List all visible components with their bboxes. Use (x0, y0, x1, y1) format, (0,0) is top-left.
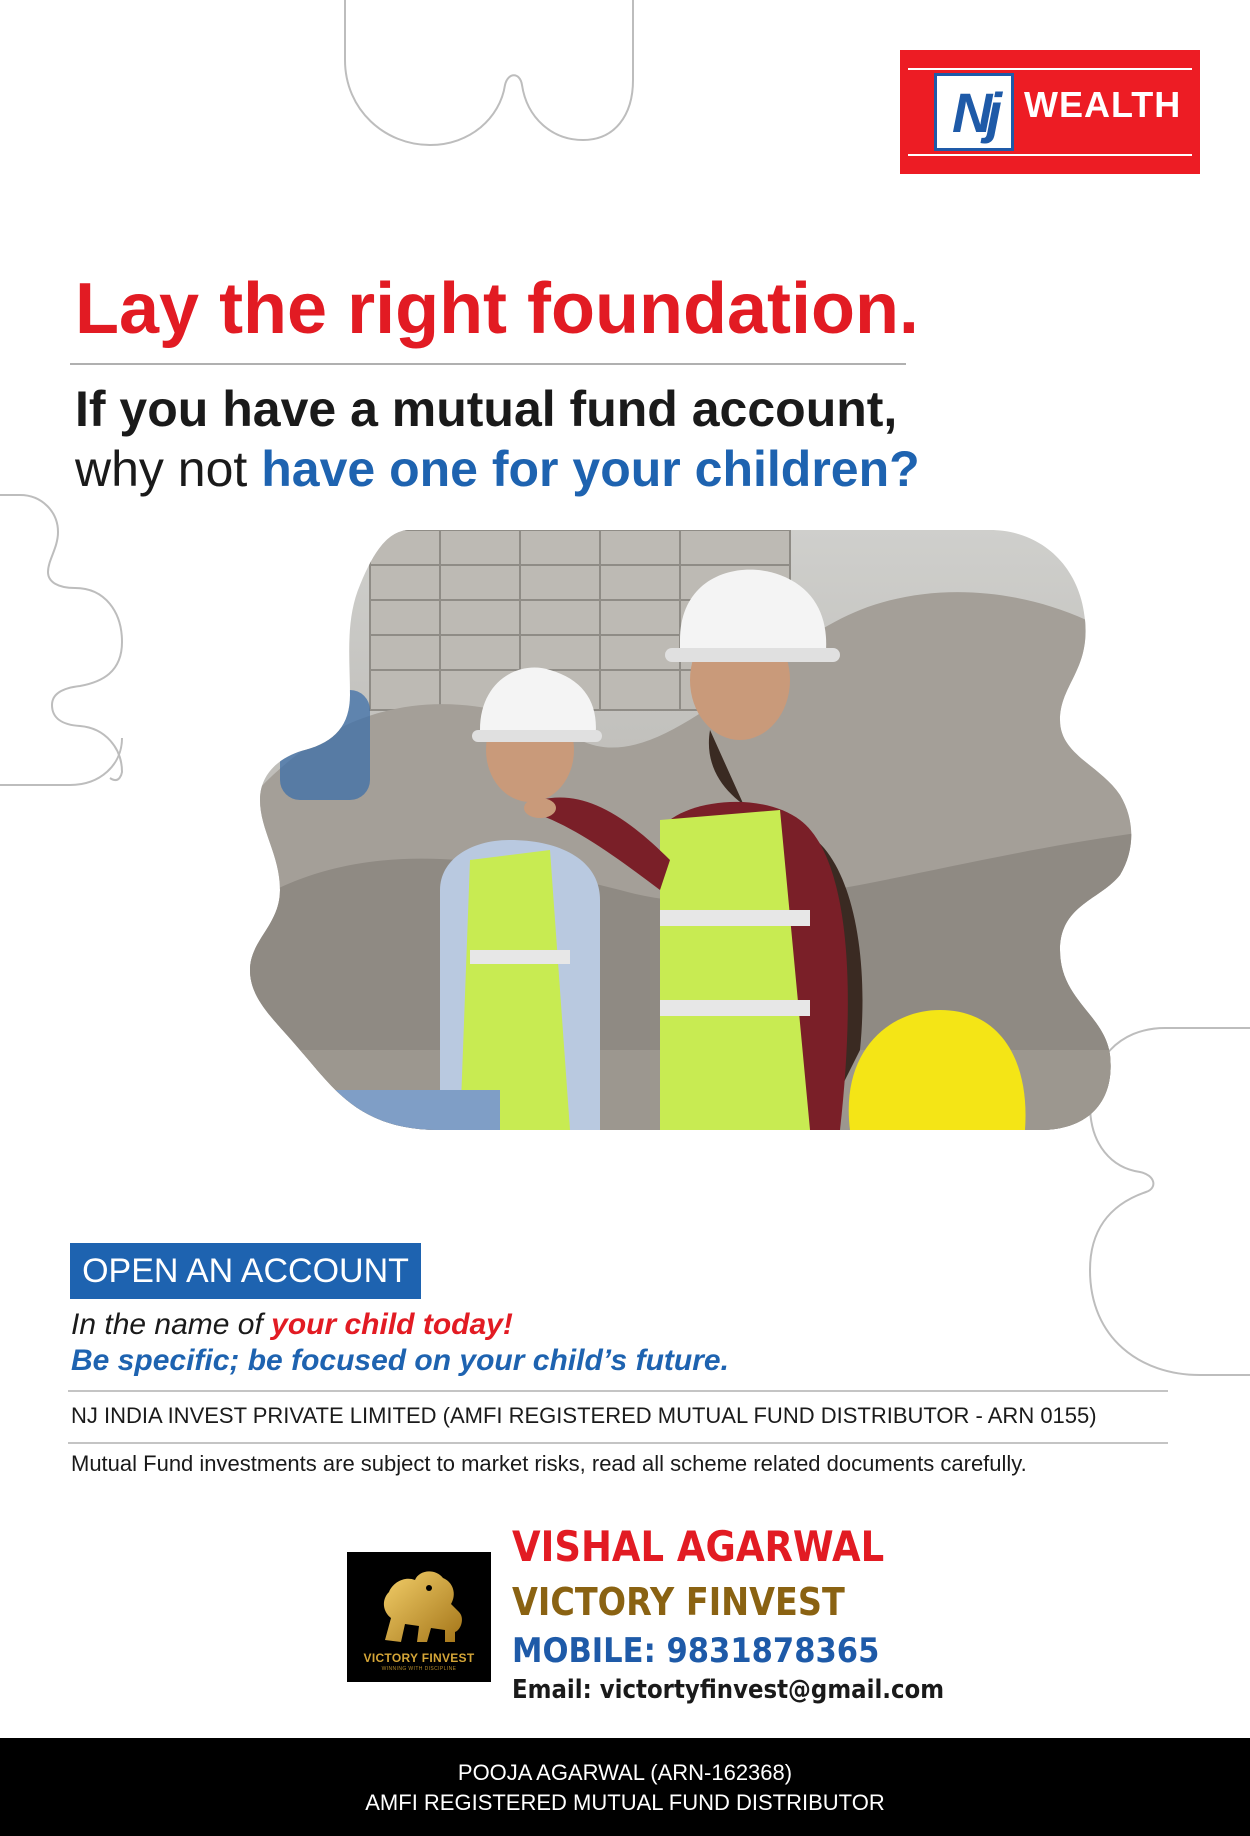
children-construction-photo (240, 530, 1160, 1130)
mobile-number[interactable]: MOBILE: 9831878365 (512, 1631, 880, 1671)
footer-arn-line: POOJA AGARWAL (ARN-162368) (457, 1760, 793, 1785)
cta-line-accent: your child today! (271, 1308, 513, 1341)
subheadline-line-1: If you have a mutual fund account, (75, 381, 898, 437)
logo-line-bottom (908, 154, 1192, 156)
footer-amfi-line: AMFI REGISTERED MUTUAL FUND DISTRIBUTOR (365, 1790, 885, 1815)
logo-line-top (908, 68, 1192, 70)
subheadline-accent: have one for your children? (261, 441, 920, 497)
distributor-statement: NJ INDIA INVEST PRIVATE LIMITED (AMFI REGISTERED MUTUAL FUND DISTRIBUTOR - ARN 0155) (71, 1403, 1097, 1428)
logo-wordmark: WEALTH (1024, 84, 1182, 125)
email-address[interactable]: Email: victortyfinvest@gmail.com (512, 1675, 945, 1705)
logo-tagline: WINNING WITH DISCIPLINE (381, 1666, 457, 1672)
legal-divider-bottom (68, 1442, 1168, 1444)
footer-bar (0, 1738, 1250, 1836)
lion-icon (347, 1552, 491, 1652)
legal-divider-top (68, 1390, 1168, 1392)
subheadline-line-2 (75, 440, 920, 498)
cta-line-plain: In the name of (71, 1308, 272, 1341)
nj-logo-mark-icon (934, 73, 1014, 151)
page-headline: Lay the right foundation. (75, 269, 919, 349)
firm-name: VICTORY FINVEST (512, 1580, 845, 1624)
nj-wealth-logo (900, 50, 1200, 174)
open-account-button[interactable]: OPEN AN ACCOUNT (70, 1243, 421, 1299)
subheadline-plain: why not (75, 441, 262, 497)
logo-mark-text: Nj (952, 80, 996, 144)
advisor-name: VISHAL AGARWAL (512, 1522, 885, 1571)
cta-line-child-name (71, 1308, 513, 1342)
victory-finvest-logo (347, 1552, 491, 1682)
headline-divider (70, 363, 906, 365)
risk-disclaimer: Mutual Fund investments are subject to market risks, read all scheme related documents carefully. (71, 1451, 1027, 1476)
cta-line-focus: Be specific; be focused on your child’s future. (71, 1344, 729, 1377)
logo-brand-name: VICTORY FINVEST (363, 1651, 475, 1665)
